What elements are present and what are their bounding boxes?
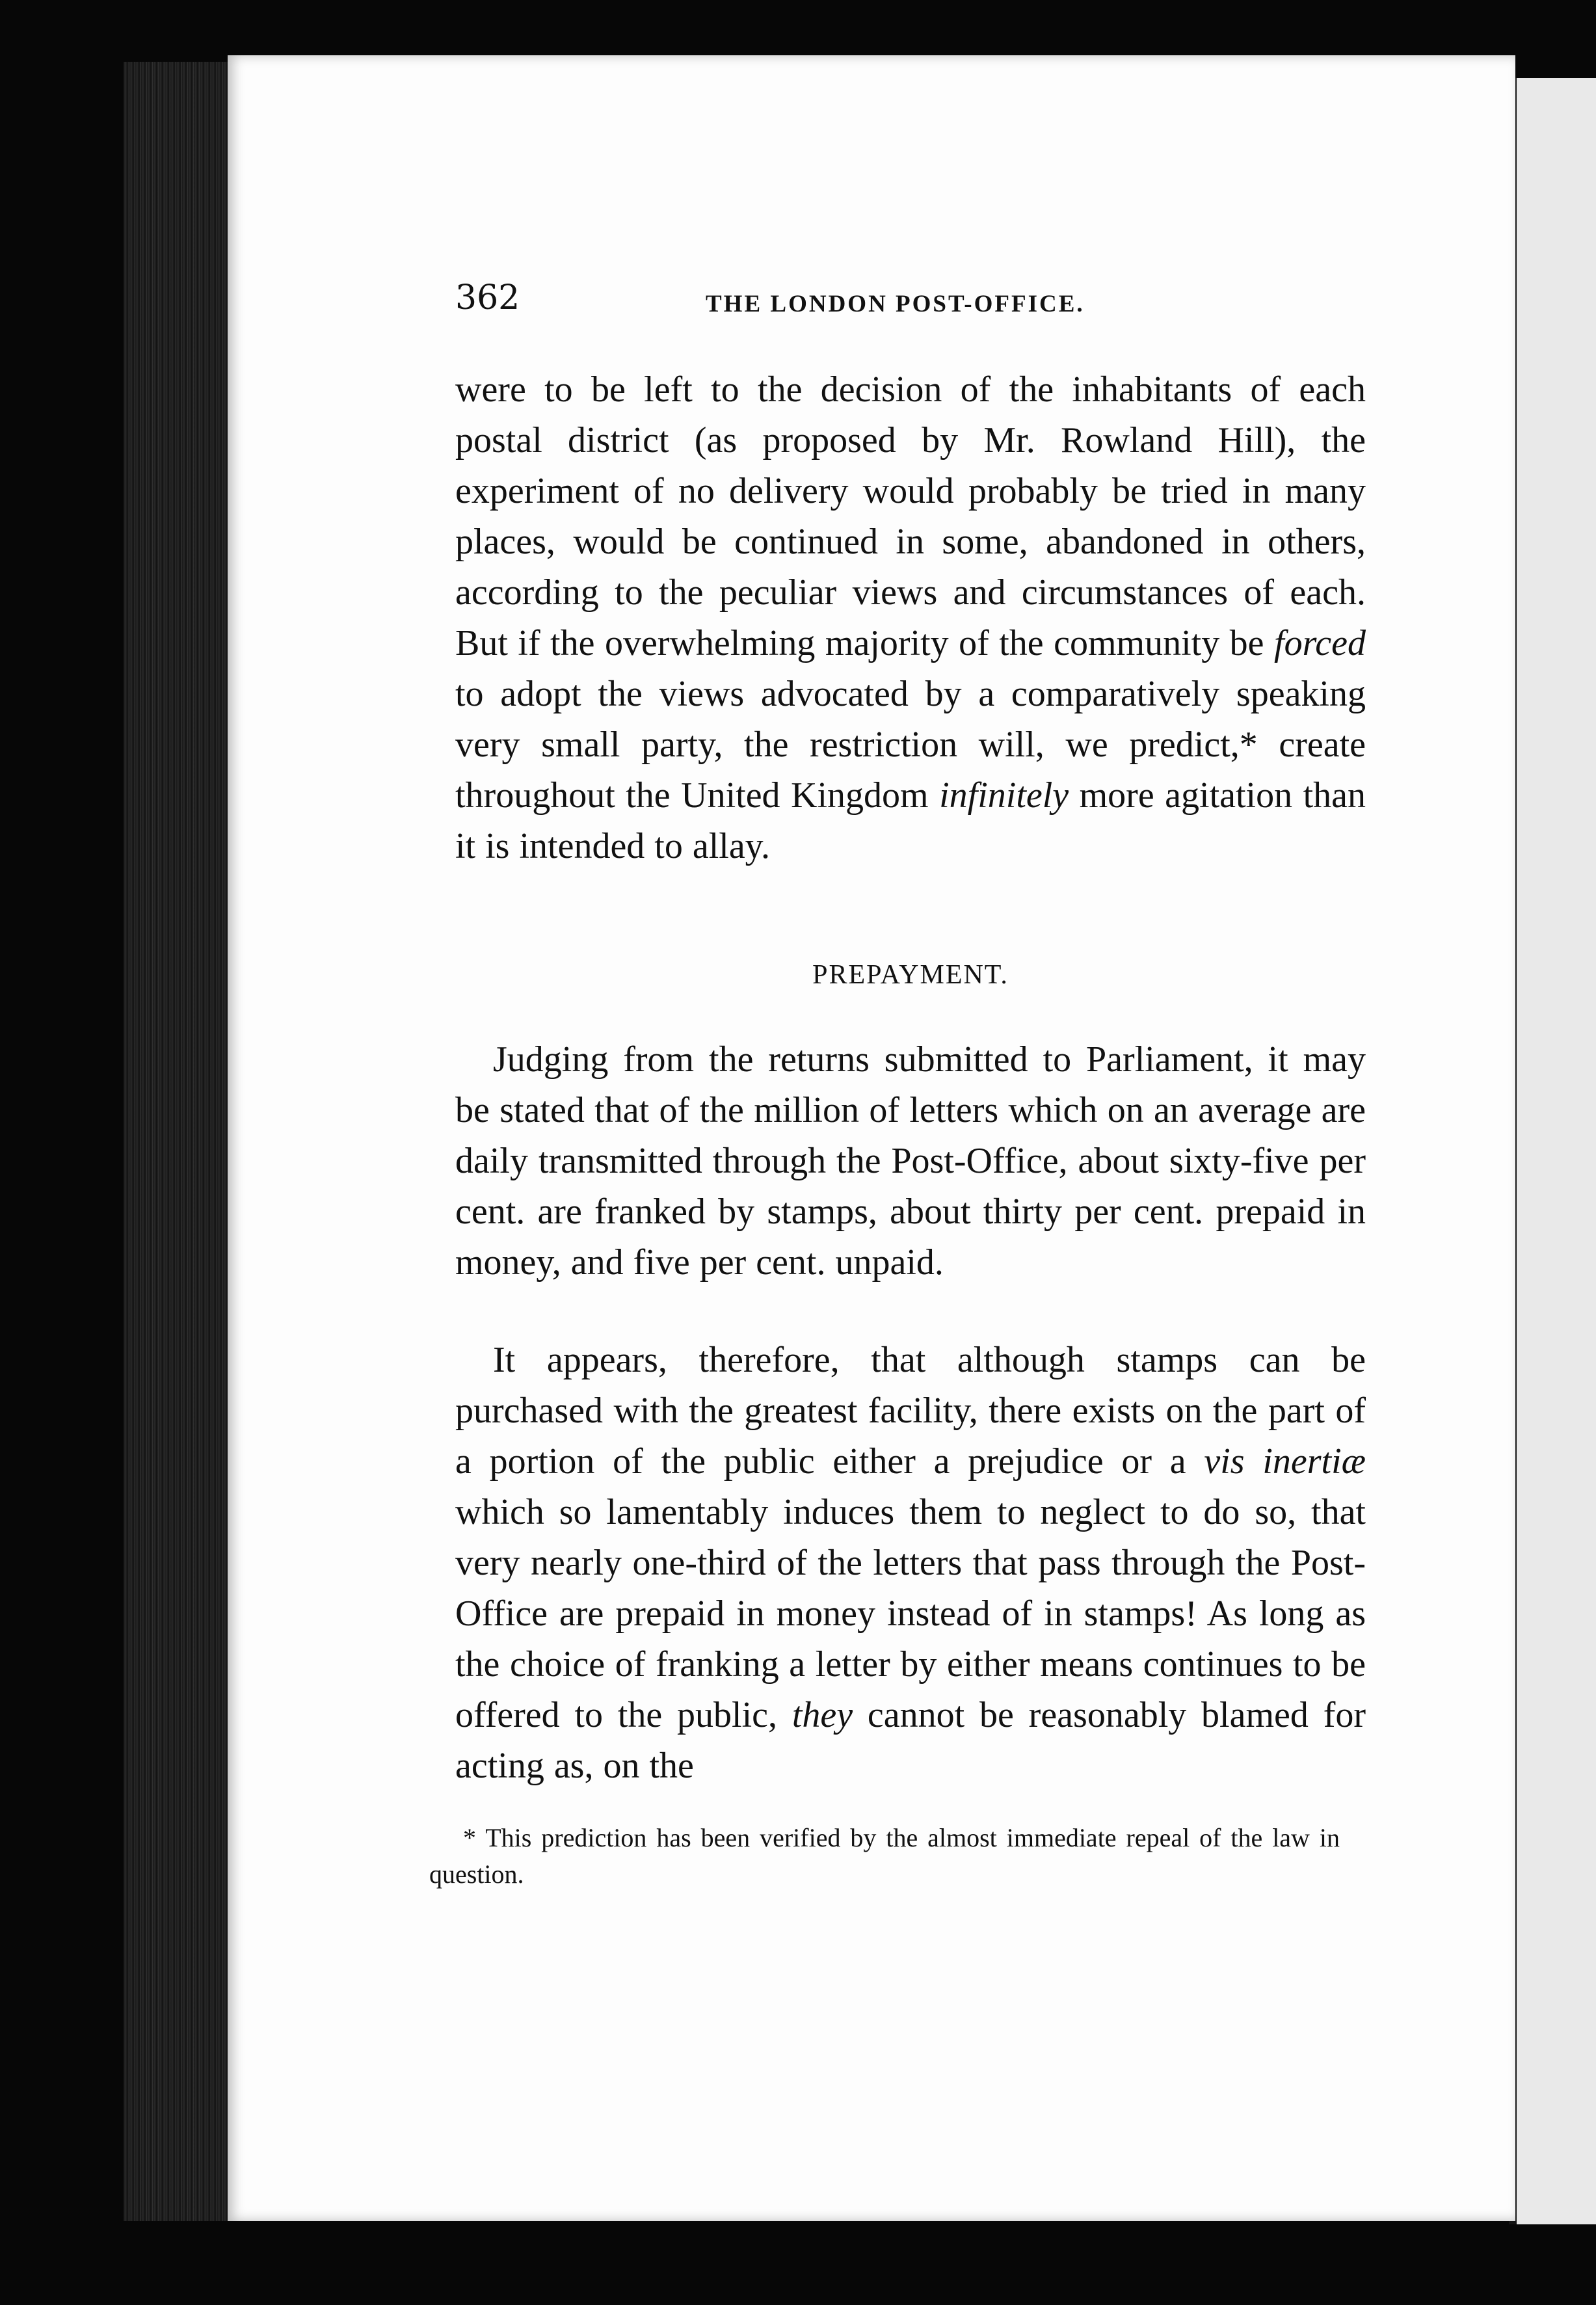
paragraph-1: [455, 364, 1366, 872]
section-heading: PREPAYMENT.: [812, 960, 1009, 990]
paragraph-3-italic-they: they: [791, 1695, 853, 1735]
paragraph-1-text-c: more agitation than it is intended to allay.: [455, 775, 1366, 866]
page-number: 362: [455, 278, 520, 317]
paragraph-3-text-b: which so lamentably induces them to neglect to do so, that very nearly one-third of the letters that pass through the Post-Office are prepaid in money instead of in stamps! As long as the choice of franking a letter by either means continues to be offered to the public,: [455, 1492, 1366, 1735]
paragraph-1-italic-forced: forced: [1274, 623, 1366, 663]
paragraph-3-text-c: cannot be reasonably blamed for acting as, on the: [455, 1695, 1366, 1786]
running-title: THE LONDON POST-OFFICE.: [706, 291, 1085, 317]
book-spine-edge: [124, 62, 234, 2221]
paragraph-2-text: Judging from the returns submitted to Parliament, it may be stated that of the million of letters which on an average are daily transmitted through the Post-Office, about sixty-five per cent. are franked by stamps, about thirty per cent. prepaid in money, and five per cent. unpaid.: [455, 1039, 1366, 1283]
paragraph-3-text-a: It appears, therefore, that although stamps can be purchased with the greatest facility, there exists on the part of a portion of the public either a prejudice or a: [455, 1340, 1366, 1482]
adjacent-page-edge: [1509, 78, 1596, 2224]
paragraph-2: [455, 1034, 1366, 1288]
paragraph-3: [455, 1335, 1366, 1791]
footnote: * This prediction has been verified by the almost immediate repeal of the law in question.: [429, 1823, 1340, 1889]
page-header: [455, 278, 1366, 330]
paragraph-1-text-b: to adopt the views advocated by a comparatively speaking very small party, the restriction will, we predict,* create throughout the United Kingdom: [455, 674, 1366, 816]
paragraph-3-italic-vis-inertiae: vis inertiæ: [1204, 1441, 1366, 1482]
paragraph-1-italic-infinitely: infinitely: [939, 775, 1069, 816]
paragraph-1-text-a: were to be left to the decision of the inhabitants of each postal district (as proposed by Mr. Rowland Hill), the experiment of no delivery would probably be tried in many places, would be continued in some, abandoned in others, according to the peculiar views and circumstances of each. But if the overwhelming majority of the community be: [455, 369, 1366, 663]
